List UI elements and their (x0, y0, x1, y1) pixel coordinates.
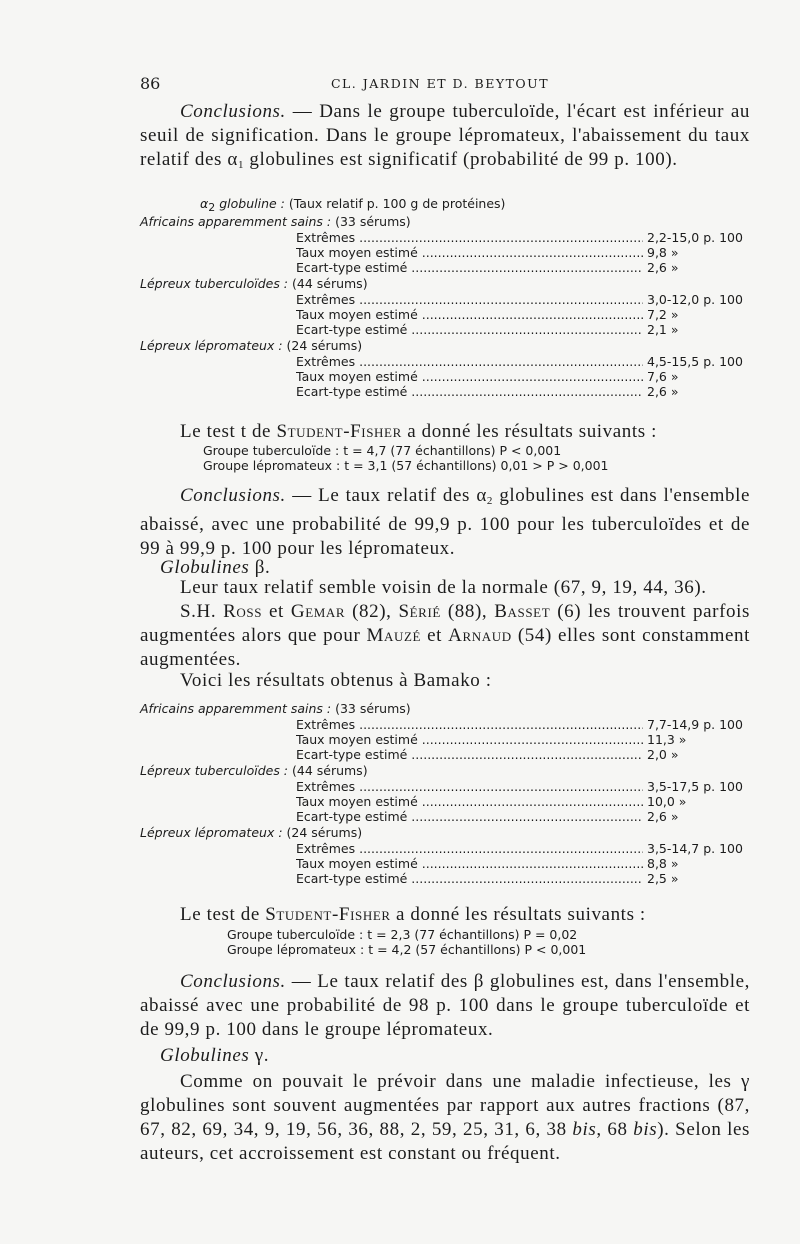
table-row: Extrêmes ..... 3,5-17,5 p. 100 (140, 779, 755, 794)
table-row: Taux moyen estimé ..... 11,3 » (140, 732, 755, 747)
table-group-title: Lépreux tuberculoïdes : (44 sérums) (140, 276, 368, 291)
page-header (140, 74, 740, 96)
conclusion-alpha1-paragraph: Conclusions. — Dans le groupe tuberculoïde, l'écart est inférieur au seuil de signification. Dans le groupe lépromateux, l'abaissement du taux relatif des $\alpha_1$ globulines est significatif (probabilité de 99 p. 100). (140, 101, 750, 171)
table-row: Extrêmes ..... 3,5-14,7 p. 100 (140, 841, 755, 856)
conclusion-label: Conclusions. (180, 101, 286, 122)
student-test-intro-2: Le test de Student-Fisher a donné les résultats suivants : (180, 904, 646, 925)
table-group-title: Lépreux lépromateux : (24 sérums) (140, 825, 363, 840)
beta-globulin-table (140, 700, 755, 886)
conclusion-alpha2-paragraph: Conclusions. — Le taux relatif des $\alpha_2$ globulines est dans l'ensemble abaissé, avec une probabilité de 99,9 p. 100 pour les tuberculoïdes et de 99 à 99,9 p. 100 pour les lépromateux. (140, 485, 750, 559)
section-heading-beta: Globulines β. (160, 557, 271, 578)
gamma-paragraph: Comme on pouvait le prévoir dans une maladie infectieuse, les γ globulines sont souvent augmentées par rapport aux autres fractions (87, 67, 82, 69, 34, 9, 19, 56, 36, 88, 2, 59, 25, 31, 6, 38 bis, 68 bis). Selon les auteurs, cet accroissement est constant ou fréquent. (140, 1071, 750, 1164)
student-test-intro-1: Le test t de Student-Fisher a donné les résultats suivants : (180, 421, 658, 442)
table-row: Ecart-type estimé ..... 2,6 » (140, 809, 755, 824)
section-heading-gamma: Globulines γ. (160, 1045, 270, 1066)
table-group-title: Africains apparemment sains : (33 sérums) (140, 214, 411, 229)
beta-intro-paragraph: Leur taux relatif semble voisin de la normale (67, 9, 19, 44, 36). (180, 577, 707, 598)
table-row: Ecart-type estimé ..... 2,1 » (140, 322, 755, 337)
conclusion-beta-paragraph: Conclusions. — Le taux relatif des β globulines est, dans l'ensemble, abaissé avec une probabilité de 98 p. 100 dans le groupe tuberculoïde et de 99,9 p. 100 dans le groupe lépromateux. (140, 971, 750, 1040)
table-row: Ecart-type estimé ..... 2,5 » (140, 871, 755, 886)
table-row: Taux moyen estimé ..... 9,8 » (140, 245, 755, 260)
table-row: Ecart-type estimé ..... 2,6 » (140, 384, 755, 399)
table-row: Taux moyen estimé ..... 8,8 » (140, 856, 755, 871)
test-result-line: Groupe lépromateux : t = 3,1 (57 échantillons) 0,01 > P > 0,001 (203, 458, 609, 473)
conclusion-label: Conclusions. (180, 485, 286, 506)
table-row: Taux moyen estimé ..... 10,0 » (140, 794, 755, 809)
test-result-line: Groupe lépromateux : t = 4,2 (57 échantillons) P < 0,001 (227, 942, 587, 957)
table-group-title: Lépreux tuberculoïdes : (44 sérums) (140, 763, 368, 778)
table-row: Extrêmes ..... 4,5-15,5 p. 100 (140, 354, 755, 369)
running-title: CL. JARDIN ET D. BEYTOUT (330, 76, 550, 91)
conclusion-label: Conclusions. (180, 971, 286, 992)
table-row: Extrêmes ..... 7,7-14,9 p. 100 (140, 717, 755, 732)
bamako-results-paragraph: Voici les résultats obtenus à Bamako : (180, 670, 492, 691)
table-group-title: Africains apparemment sains : (33 sérums) (140, 701, 411, 716)
table-row: Ecart-type estimé ..... 2,0 » (140, 747, 755, 762)
table-row: Extrêmes ..... 2,2-15,0 p. 100 (140, 230, 755, 245)
alpha2-table-title: α2 globuline : (Taux relatif p. 100 g de protéines) (200, 196, 506, 214)
table-row: Taux moyen estimé ..... 7,6 » (140, 369, 755, 384)
page-number: 86 (140, 74, 161, 93)
test-result-line: Groupe tuberculoïde : t = 2,3 (77 échantillons) P = 0,02 (227, 927, 578, 942)
table-group-title: Lépreux lépromateux : (24 sérums) (140, 338, 363, 353)
table-row: Ecart-type estimé ..... 2,6 » (140, 260, 755, 275)
beta-authors-paragraph: S.H. Ross et Gemar (82), Sérié (88), Basset (6) les trouvent parfois augmentées alors que pour Mauzé et Arnaud (54) elles sont constamment augmentées. (140, 601, 750, 670)
alpha2-globulin-table (140, 213, 755, 399)
test-result-line: Groupe tuberculoïde : t = 4,7 (77 échantillons) P < 0,001 (203, 443, 562, 458)
table-row: Taux moyen estimé ..... 7,2 » (140, 307, 755, 322)
table-row: Extrêmes ..... 3,0-12,0 p. 100 (140, 292, 755, 307)
